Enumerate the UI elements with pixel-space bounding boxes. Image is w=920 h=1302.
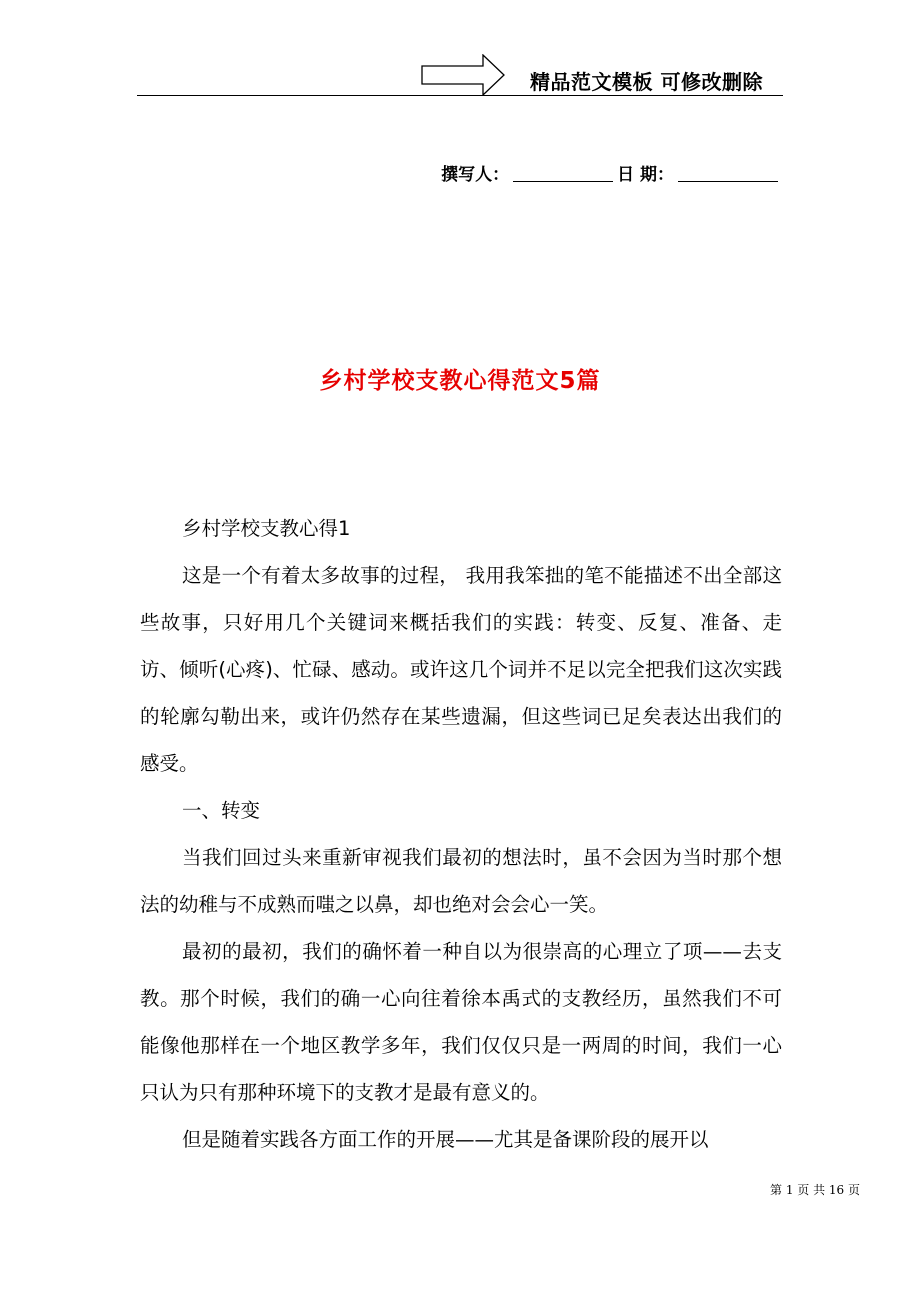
paragraph: 最初的最初，我们的确怀着一种自以为很崇高的心理立了项——去支教。那个时候，我们的确一心向往着徐本禹式的支教经历，虽然我们不可能像他那样在一个地区教学多年，我们仅仅只是一两周的时间，我们一心只认为只有那种环境下的支教才是最有意义的。 [140, 940, 782, 1104]
page-number: 第 1 页 共 16 页 [770, 1183, 860, 1197]
paragraph: 这是一个有着太多故事的过程， 我用我笨拙的笔不能描述不出全部这些故事，只好用几个关键词来概括我们的实践：转变、反复、准备、走访、倾听(心疼)、忙碌、感动。或许这几个词并不足以完全把我们这次实践的轮廓勾勒出来，或许仍然存在某些遗漏，但这些词已足矣表达出我们的感受。 [140, 564, 782, 775]
header-divider [137, 95, 783, 96]
paragraph: 但是随着实践各方面工作的开展——尤其是备课阶段的展开以 [182, 1128, 709, 1151]
document-body [140, 505, 782, 1163]
subheading: 一、转变 [182, 799, 261, 822]
section-title: 乡村学校支教心得1 [182, 517, 351, 540]
date-label: 日 期： [617, 165, 674, 185]
header-banner: 精品范文模板 可修改删除 [530, 70, 763, 94]
author-date-line [441, 160, 782, 185]
arrow-icon [421, 54, 505, 96]
date-blank [678, 180, 778, 182]
paragraph: 当我们回过头来重新审视我们最初的想法时，虽不会因为当时那个想法的幼稚与不成熟而嗤之以鼻，却也绝对会会心一笑。 [140, 846, 782, 916]
document-title: 乡村学校支教心得范文5篇 [319, 368, 601, 394]
author-label: 撰写人： [441, 165, 510, 185]
author-blank [513, 180, 613, 182]
